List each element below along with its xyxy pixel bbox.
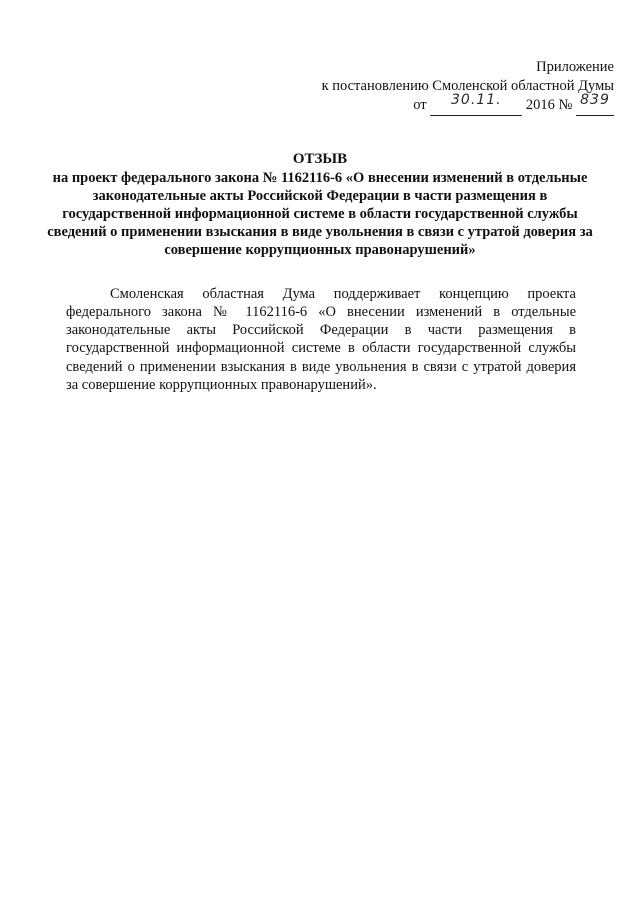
appendix-block [322,58,614,116]
appendix-label: Приложение [536,59,614,75]
title-heading: ОТЗЫВ [292,151,348,167]
number-blank [576,92,614,116]
appendix-date-line [322,92,614,116]
body-paragraph: Смоленская областная Дума поддерживает концепцию проекта федерального закона № 1162116-6 «О внесении изменений в отдельные законодательные акты Российской Федерации в части размещения в государственной информационной системе в области государственной службы сведений о применении взыскания в виде увольнения в связи с утратой доверия за совершение коррупционных правонарушений». [66,285,576,393]
date-blank [430,92,522,116]
appendix-reference: к постановлению Смоленской областной Думы [321,78,614,94]
handwritten-number: 839 [580,92,610,108]
handwritten-date: 30.11. [451,92,502,108]
year-number-label: 2016 № [525,97,573,113]
document-title [40,150,600,259]
date-prefix: от [413,97,427,113]
title-subject: на проект федерального закона № 1162116-6 «О внесении изменений в отдельные законодательные акты Российской Федерации в части размещения в государственной информационной системе в области государственной службы сведений о применении взыскания в виде увольнения в связи с утратой доверия за совершение коррупционных правонарушений» [47,170,593,258]
